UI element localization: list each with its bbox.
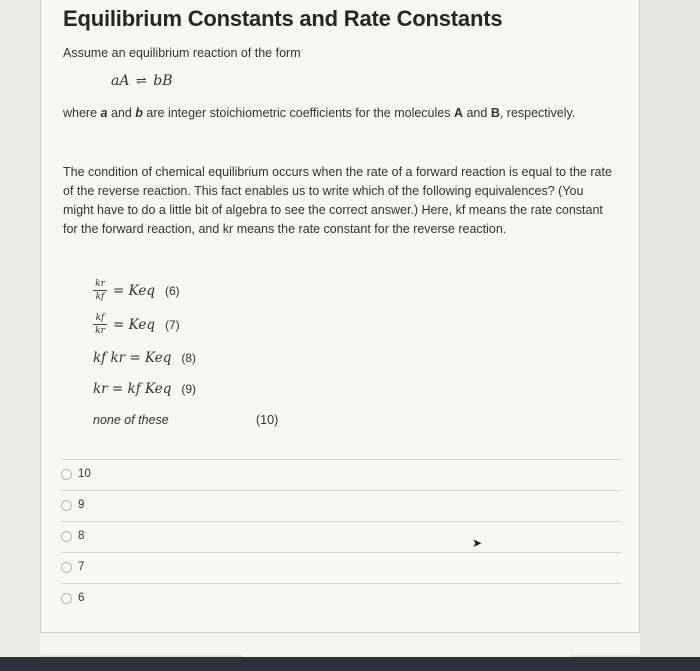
fraction-numerator: kr (95, 279, 105, 289)
reaction-right: bB (153, 73, 173, 89)
question-panel (40, 0, 640, 633)
equation-number: (6) (164, 283, 180, 298)
right-background (640, 0, 700, 671)
coeff-suffix: , respectively. (499, 106, 576, 120)
bottom-bar (0, 657, 700, 671)
option-10[interactable] (61, 459, 621, 489)
intro-text: Assume an equilibrium reaction of the form (63, 46, 301, 60)
option-label: 6 (78, 592, 85, 604)
option-label: 9 (78, 499, 85, 511)
option-label: 8 (78, 530, 85, 542)
option-6[interactable] (61, 583, 621, 613)
fraction (93, 279, 107, 302)
question-text: The condition of chemical equilibrium occurs when the rate of a forward reaction is equal to the rate of the reverse reaction. This fact enables us to write which of the following equivalences? (You might have to do a little bit of algebra to see the correct answer.) Here, kf means the rate constant for the forward reaction, and kr means the rate constant for the reverse reaction. (63, 165, 612, 236)
equation-7 (93, 313, 180, 336)
fraction-bar (93, 324, 107, 325)
option-8[interactable] (61, 521, 621, 551)
fraction-numerator: kf (95, 313, 105, 323)
equation-rhs: = Keq (113, 282, 155, 299)
coeff-and1: and (107, 106, 136, 120)
page-title: Equilibrium Constants and Rate Constants (63, 6, 503, 31)
none-of-these-number: (10) (256, 413, 279, 427)
equation-expression: kf kr = Keq (93, 350, 172, 366)
fraction (93, 313, 107, 336)
coeff-mid: are integer stoichiometric coefficients for the molecules (142, 106, 454, 120)
fraction-denominator: kr (95, 326, 105, 336)
reaction-equation (111, 73, 173, 89)
none-of-these-label: none of these (93, 413, 169, 427)
coeff-molecule-b: B (490, 106, 500, 120)
equation-expression: kr = kf Keq (93, 381, 172, 397)
mouse-cursor-icon: ➤ (472, 536, 483, 550)
option-label: 7 (78, 561, 85, 573)
equation-number: (8) (181, 351, 197, 365)
fraction-bar (93, 290, 107, 291)
option-7[interactable] (61, 552, 621, 582)
option-9[interactable] (61, 490, 621, 520)
coefficient-text (63, 104, 575, 123)
equation-6 (93, 279, 180, 302)
equation-rhs: = Keq (113, 316, 155, 333)
coeff-and2: and (463, 106, 491, 120)
equation-8 (93, 350, 196, 366)
left-background (0, 0, 40, 671)
radio-button[interactable] (61, 531, 72, 542)
coeff-a: a (100, 106, 108, 120)
radio-button[interactable] (61, 593, 72, 604)
equation-9 (93, 381, 196, 397)
radio-button[interactable] (61, 562, 72, 573)
equation-number: (9) (181, 382, 197, 396)
radio-button[interactable] (61, 469, 72, 480)
fraction-denominator: kf (95, 292, 105, 302)
coeff-b: b (135, 106, 143, 120)
reaction-left: aA (111, 73, 130, 89)
equilibrium-arrows: ⇌ (135, 74, 147, 89)
coeff-molecule-a: A (453, 106, 463, 120)
option-label: 10 (78, 468, 91, 480)
radio-button[interactable] (61, 500, 72, 511)
coeff-prefix: where (63, 106, 101, 120)
equation-number: (7) (164, 317, 180, 332)
